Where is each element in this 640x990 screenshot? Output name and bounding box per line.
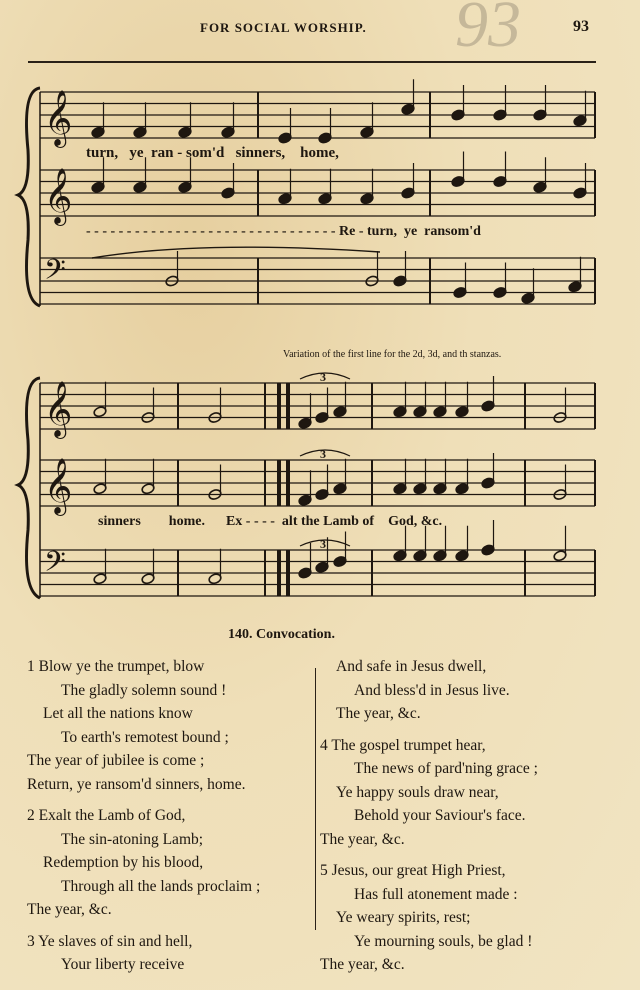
verse-line: The year, &c. bbox=[320, 830, 405, 848]
double-barline bbox=[277, 460, 281, 506]
verse-line: Ye weary spirits, rest; bbox=[336, 909, 471, 926]
verse-line: Has full atonement made : bbox=[354, 885, 518, 903]
double-barline bbox=[286, 460, 290, 506]
double-barline bbox=[277, 383, 281, 429]
slur bbox=[92, 247, 380, 258]
stanza-4 bbox=[320, 734, 538, 852]
double-barline bbox=[286, 383, 290, 429]
verse-line: Ye slaves of sin and hell, bbox=[38, 932, 193, 950]
verse-line: The news of pard'ning grace ; bbox=[354, 760, 538, 777]
verse-line: Ye happy souls draw near, bbox=[336, 783, 499, 801]
verse-line: The gladly solemn sound ! bbox=[61, 681, 227, 699]
verse-line: Exalt the Lamb of God, bbox=[38, 807, 186, 824]
verse-line: The year of jubilee is come ; bbox=[27, 752, 205, 769]
running-title: FOR SOCIAL WORSHIP. bbox=[200, 20, 367, 35]
stanza-number: 4 bbox=[320, 736, 328, 754]
verse-line: The sin-atoning Lamb; bbox=[61, 830, 204, 848]
verse-line: And safe in Jesus dwell, bbox=[336, 658, 487, 675]
tuplet-number: 3 bbox=[320, 447, 326, 461]
double-barline bbox=[277, 550, 281, 596]
verse-line: Let all the nations know bbox=[43, 705, 193, 722]
treble-clef: 𝄞 bbox=[44, 168, 73, 224]
hymn-title: 140. Convocation. bbox=[228, 627, 335, 642]
system-brace bbox=[18, 378, 40, 598]
verse-line: Your liberty receive bbox=[61, 956, 185, 973]
treble-clef: 𝄞 bbox=[44, 458, 73, 514]
verse-line: Ye mourning souls, be glad ! bbox=[354, 932, 533, 950]
page-number: 93 bbox=[573, 18, 589, 35]
stanza-5 bbox=[320, 859, 538, 977]
verse-line: And bless'd in Jesus live. bbox=[354, 681, 510, 699]
verse-line: The year, &c. bbox=[27, 901, 112, 918]
verse-line: Return, ye ransom'd sinners, home. bbox=[27, 775, 246, 793]
verse-line: Through all the lands proclaim ; bbox=[61, 877, 261, 895]
stanza-number: 2 bbox=[27, 807, 35, 824]
verse-line: Redemption by his blood, bbox=[43, 854, 204, 871]
column-left bbox=[27, 655, 260, 977]
treble-clef: 𝄞 bbox=[44, 381, 73, 437]
column-right bbox=[320, 655, 538, 977]
double-barline bbox=[286, 550, 290, 596]
verse-line: The gospel trumpet hear, bbox=[331, 736, 486, 754]
tuplet-number: 3 bbox=[320, 370, 326, 384]
stanza-number: 1 bbox=[27, 658, 35, 675]
verse-line: To earth's remotest bound ; bbox=[61, 728, 229, 746]
tuplet-number: 3 bbox=[320, 537, 326, 551]
stanza-2 bbox=[27, 804, 260, 922]
column-divider bbox=[315, 668, 316, 930]
variation-note: Variation of the first line for the 2d, 3d, and th stanzas. bbox=[283, 349, 502, 360]
lyrics-system2: sinners home. Ex - - - - alt the Lamb of God, &c. bbox=[98, 514, 443, 529]
verse-line: The year, &c. bbox=[320, 956, 405, 973]
stanza-number: 3 bbox=[27, 932, 35, 950]
verse-line: Behold your Saviour's face. bbox=[354, 807, 526, 824]
bass-clef: 𝄢 bbox=[44, 253, 66, 294]
bass-clef: 𝄢 bbox=[44, 545, 66, 586]
pencil-annotation: 93 bbox=[455, 0, 521, 61]
stanza-number: 5 bbox=[320, 862, 328, 879]
verse-line: The year, &c. bbox=[336, 705, 421, 722]
stanza-3 bbox=[27, 930, 260, 977]
verse-line: Blow ye the trumpet, blow bbox=[38, 658, 205, 675]
verse-line: Jesus, our great High Priest, bbox=[331, 862, 506, 879]
stanza-3-continued bbox=[320, 655, 538, 726]
lyrics-system1-middle: - - - - - - - - - - - - - - - - - - - - - - - - - - - - - - - Re - turn, ye ransom'd bbox=[86, 224, 481, 239]
system-brace bbox=[18, 88, 40, 306]
treble-clef: 𝄞 bbox=[44, 90, 73, 146]
lyrics-system1-treble: turn, ye ran - som'd sinners, home, bbox=[86, 145, 339, 161]
stanza-1 bbox=[27, 655, 260, 796]
